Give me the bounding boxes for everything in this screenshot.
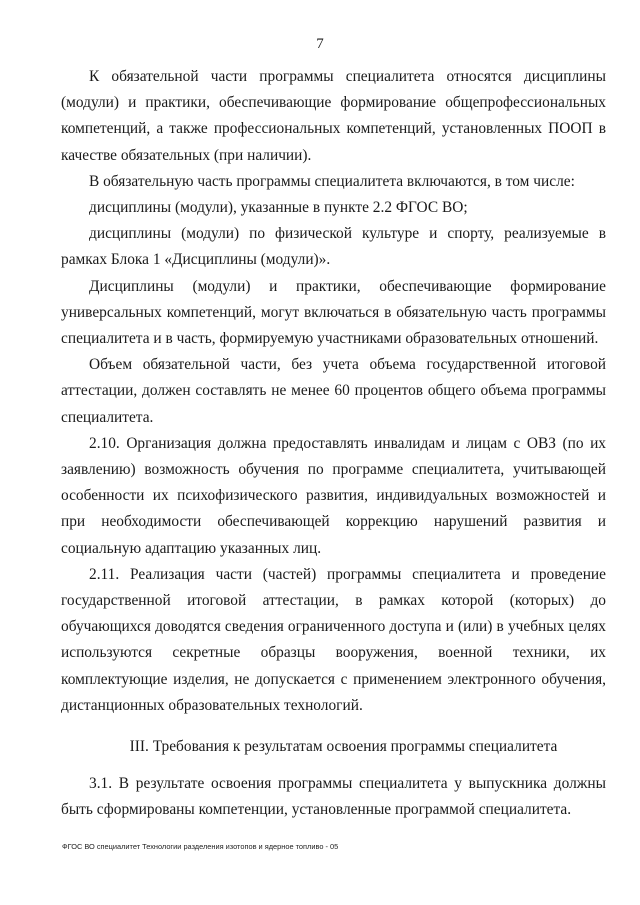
paragraph-2-10: 2.10. Организация должна предоставлять инвалидам и лицам с ОВЗ (по их заявлению) возможность обучения по программе специалитета, учитывающей особенности их психофизического развития, индивидуальных возможностей и при необходимости обеспечивающей коррекцию нарушений развития и социальную адаптацию указанных лиц. — [61, 434, 606, 557]
document-body — [61, 64, 606, 719]
paragraph-mandatory-volume: Объем обязательной части, без учета объема государственной итоговой аттестации, должен составлять не менее 60 процентов общего объема программы специалитета. — [61, 356, 606, 426]
paragraph-universal-competencies: Дисциплины (модули) и практики, обеспечивающие формирование универсальных компетенций, могут включаться в обязательную часть программы специалитета и в часть, формируемую участниками образовательных отношений. — [61, 277, 606, 348]
paragraph-included-items-intro: В обязательную часть программы специалитета включаются, в том числе: — [89, 172, 575, 190]
paragraph-disciplines-2-2: дисциплины (модули), указанные в пункте 2.2 ФГОС ВО; — [89, 199, 468, 217]
paragraph-2-11: 2.11. Реализация части (частей) программы специалитета и проведение государственной итоговой аттестации, в рамках которой (которых) до обучающихся доводятся сведения ограниченного доступа и (или) в учебных целях используются секретные образцы вооружения, военной техники, их комплектующие изделия, не допускается с применением электронного обучения, дистанционных образовательных технологий. — [61, 565, 606, 714]
section-body — [61, 771, 606, 823]
section-heading: III. Требования к результатам освоения программы специалитета — [129, 738, 558, 755]
page-number: 7 — [316, 36, 324, 52]
paragraph-mandatory-part: К обязательной части программы специалитета относятся дисциплины (модули) и практики, обеспечивающие формирование общепрофессиональных компетенций, а также профессиональных компетенций, установленных ПООП в качестве обязательных (при наличии). — [61, 68, 606, 164]
paragraph-3-1: 3.1. В результате освоения программы специалитета у выпускника должны быть сформированы компетенции, установленные программой специалитета. — [61, 775, 606, 819]
paragraph-physical-culture: дисциплины (модули) по физической культуре и спорту, реализуемые в рамках Блока 1 «Дисциплины (модули)». — [61, 225, 606, 269]
page-footer: ФГОС ВО специалитет Технологии разделения изотопов и ядерное топливо - 05 — [62, 842, 339, 851]
